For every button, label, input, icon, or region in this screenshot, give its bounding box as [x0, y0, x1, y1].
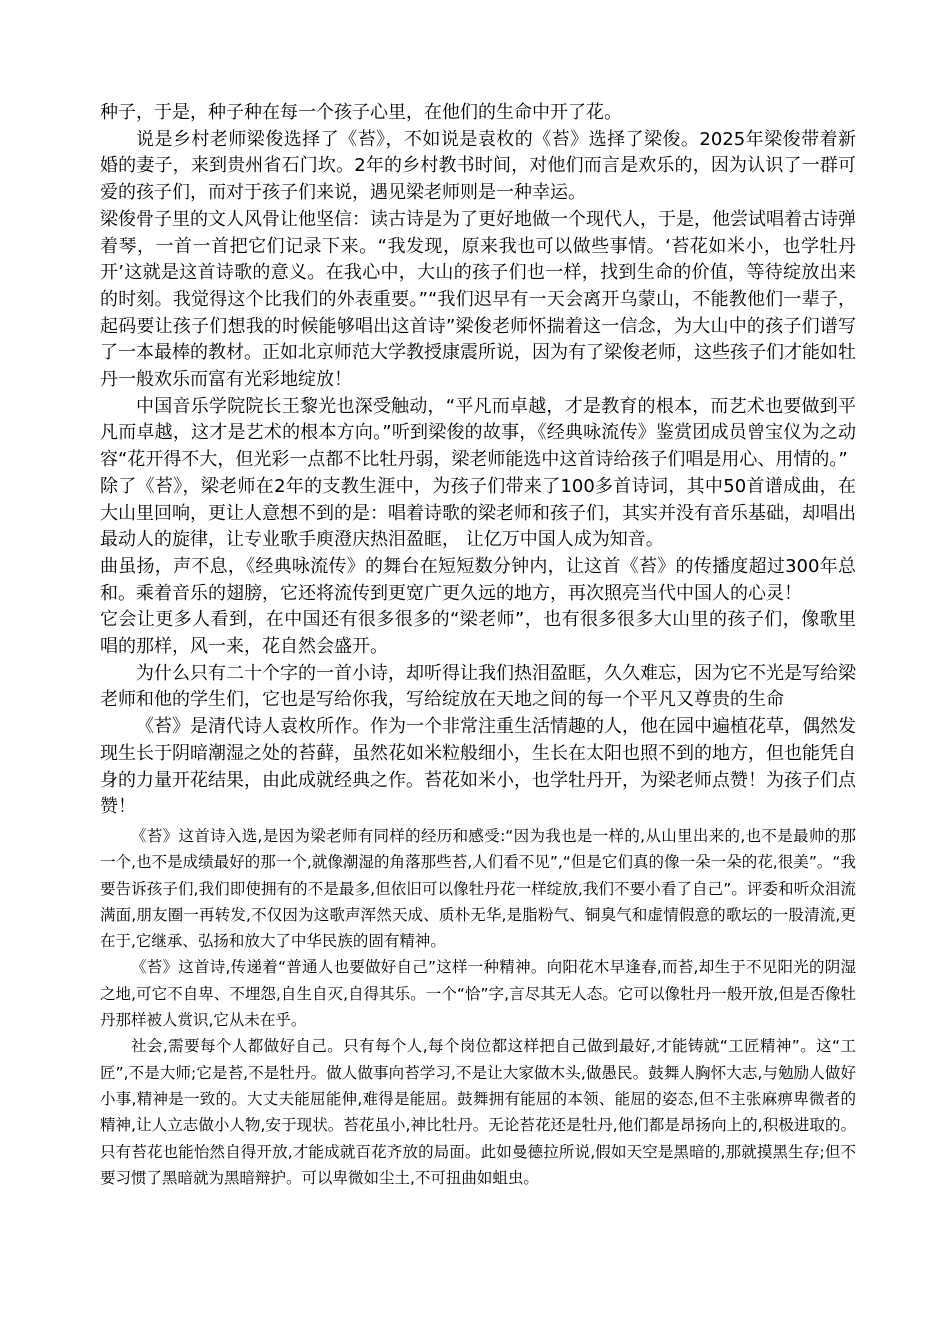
paragraph: 种子，于是，种子种在每一个孩子心里，在他们的生命中开了花。: [100, 102, 622, 123]
document-page: [100, 100, 856, 1191]
paragraph: 《苔》是清代诗人袁枚所作。作为一个非常注重生活情趣的人，他在园中遍植花草，偶然发现生长于阴暗潮湿之处的苔藓，虽然花如米粒般细小，生长在太阳也照不到的地方，但也能凭自身的力量开花结果，由此成就经典之作。苔花如米小，也学牡丹开，为梁老师点赞！为孩子们点赞！: [100, 716, 856, 818]
paragraph: 为什么只有二十个字的一首小诗，却听得让我们热泪盈眶，久久难忘，因为它不光是写给梁老师和他的学生们，它也是写给你我，写给绽放在天地之间的每一个平凡又尊贵的生命: [100, 662, 856, 711]
main-text-section: [100, 100, 856, 821]
paragraph: 《苔》这首诗,传递着“普通人也要做好自己”这样一种精神。向阳花木早逢春,而苔,却生于不见阳光的阴湿之地,可它不自卑、不埋怨,自生自灭,自得其乐。一个“恰”字,言尽其无人态。它可以像牡丹一般开放,但是否像牡丹那样被人赏识,它从未在乎。: [100, 958, 856, 1030]
paragraph: 除了《苔》，梁老师在2年的支教生涯中，为孩子们带来了100多首诗词，其中50首谱成曲，在大山里回响，更让人意想不到的是：唱着诗歌的梁老师和孩子们，其实并没有音乐基础，却唱出最动人的旋律，让专业歌手庾澄庆热泪盈眶， 让亿万中国人成为知音。: [100, 475, 856, 551]
paragraph: 曲虽扬，声不息，《经典咏流传》的舞台在短短数分钟内，让这首《苔》的传播度超过300年总和。乘着音乐的翅膀，它还将流传到更宽广更久远的地方，再次照亮当代中国人的心灵！: [100, 555, 856, 604]
paragraph: 中国音乐学院院长王黎光也深受触动，“平凡而卓越，才是教育的根本，而艺术也要做到平凡而卓越，这才是艺术的根本方向。”听到梁俊的故事，《经典咏流传》鉴赏团成员曾宝仪为之动容“花开得不大，但光彩一点都不比牡丹弱，梁老师能选中这首诗给孩子们唱是用心、用情的。”: [100, 395, 856, 471]
paragraph: 它会让更多人看到，在中国还有很多很多的“梁老师”，也有很多很多大山里的孩子们，像歌里唱的那样，风一来，花自然会盛开。: [100, 609, 856, 658]
paragraph: 社会,需要每个人都做好自己。只有每个人,每个岗位都这样把自己做到最好,才能铸就“工匠精神”。这“工匠”,不是大师;它是苔,不是牡丹。做人做事向苔学习,不是让大家做木头,做愚民。鼓舞人胸怀大志,与勉励人做好小事,精神是一致的。大丈夫能屈能伸,难得是能屈。鼓舞拥有能屈的本领、能屈的姿态,但不主张麻痹卑微者的精神,让人立志做小人物,安于现状。苔花虽小,神比牡丹。无论苔花还是牡丹,他们都是昂扬向上的,积极进取的。只有苔花也能怡然自得开放,才能成就百花齐放的局面。此如曼德拉所说,假如天空是黑暗的,那就摸黑生存;但不要习惯了黑暗就为黑暗辩护。可以卑微如尘土,不可扭曲如蛆虫。: [100, 1037, 856, 1187]
paragraph: 梁俊骨子里的文人风骨让他坚信：读古诗是为了更好地做一个现代人，于是，他尝试唱着古诗弹着琴，一首一首把它们记录下来。“我发现，原来我也可以做些事情。‘苔花如米小，也学牡丹开’这就是这首诗歌的意义。在我心中，大山的孩子们也一样，找到生命的价值，等待绽放出来的时刻。我觉得这个比我们的外表重要。”“我们迟早有一天会离开乌蒙山，不能教他们一辈子，起码要让孩子们想我的时候能够唱出这首诗”梁俊老师怀揣着这一信念，为大山中的孩子们谱写了一本最棒的教材。正如北京师范大学教授康震所说，因为有了梁俊老师，这些孩子们才能如牡丹一般欢乐而富有光彩地绽放！: [100, 208, 856, 391]
commentary-section: [100, 823, 856, 1191]
paragraph: 说是乡村老师梁俊选择了《苔》，不如说是袁枚的《苔》选择了梁俊。2025年梁俊带着新婚的妻子，来到贵州省石门坎。2年的乡村教书时间，对他们而言是欢乐的，因为认识了一群可爱的孩子们，而对于孩子们来说，遇见梁老师则是一种幸运。: [100, 128, 856, 204]
paragraph: 《苔》这首诗入选,是因为梁老师有同样的经历和感受:“因为我也是一样的,从山里出来的,也不是最帅的那一个,也不是成绩最好的那一个,就像潮湿的角落那些苔,人们看不见”,“但是它们真的像一朵一朵的花,很美”。“我要告诉孩子们,我们即使拥有的不是最多,但依旧可以像牡丹花一样绽放,我们不要小看了自己”。评委和听众泪流满面,朋友圈一再转发,不仅因为这歌声浑然天成、质朴无华,是脂粉气、铜臭气和虚情假意的歌坛的一股清流,更在于,它继承、弘扬和放大了中华民族的固有精神。: [100, 826, 856, 951]
